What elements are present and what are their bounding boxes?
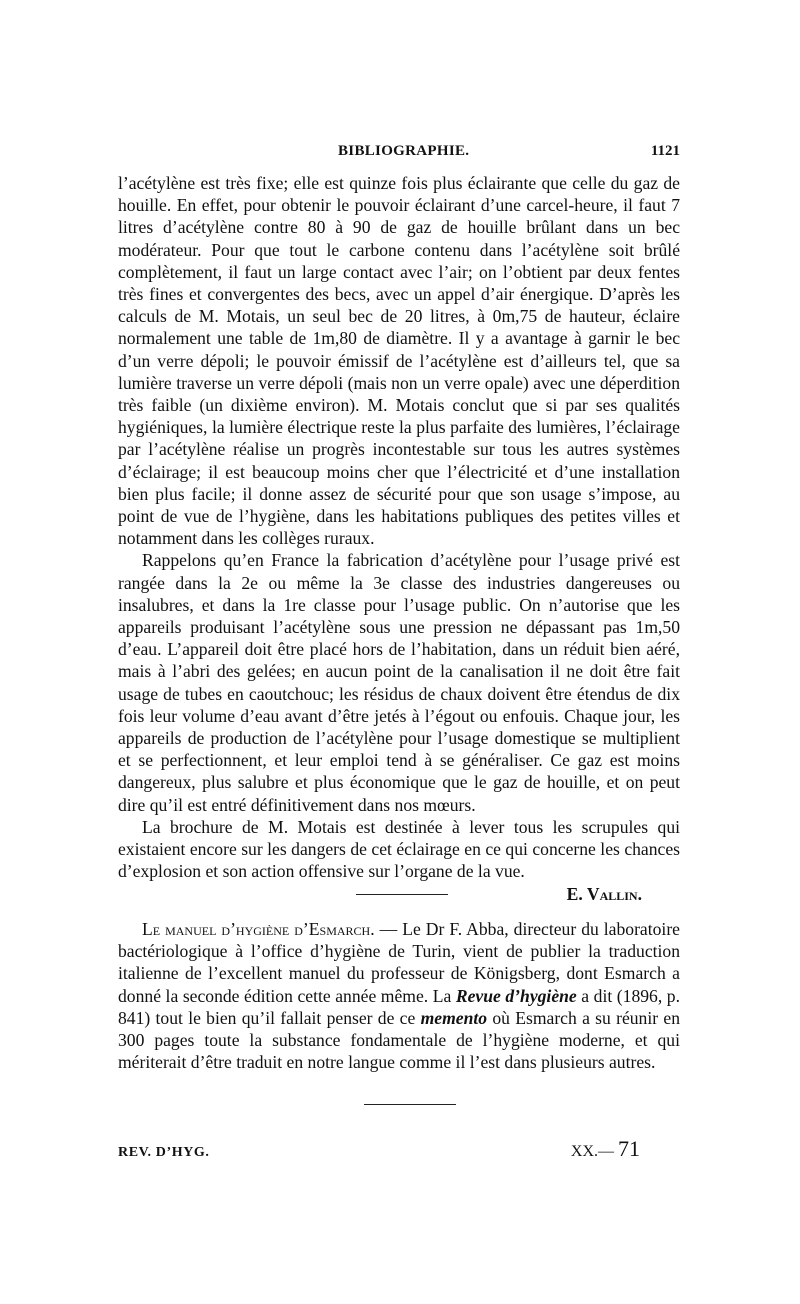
- review-esmarch: [118, 918, 680, 1073]
- paragraph-acetylene-lighting: l’acétylène est très fixe; elle est quinze fois plus éclairante que celle du gaz de houille. En effet, pour obtenir le pouvoir éclairant d’une carcel-heure, il faut 7 litres d’acétylène contre 80 à 90 de gaz de houille brûlant dans un bec modérateur. Pour que tout le carbone contenu dans l’acétylène soit brûlé complètement, il faut un large contact avec l’air; on l’obtient par deux fentes très fines et convergentes des becs, avec un appel d’air énergique. D’après les calculs de M. Motais, un seul bec de 20 litres, à 0m,75 de hauteur, éclaire normalement une table de 1m,80 de diamètre. Il y a avantage à garnir le bec d’un verre dépoli; le pouvoir émissif de l’acétylène est d’ailleurs tel, que sa lumière traverse un verre dépoli (mais non un verre opale) avec une déperdition très faible (un dixième environ). M. Motais conclut que si par ses qualités hygiéniques, la lumière électrique reste la plus parfaite des lumières, l’éclairage par l’acétylène réalise un progrès incontestable sur tous les autres systèmes d’éclairage; il est beaucoup moins cher que l’électricité et d’une installation bien plus facile; il donne assez de sécurité pour que son usage s’impose, au point de vue de l’hygiène, dans les habitations publiques des petites villes et notamment dans les collèges ruraux.: [118, 173, 680, 549]
- journal-title: Revue d’hygiène: [455, 985, 577, 1006]
- footer-volume: XX.—: [570, 1143, 614, 1160]
- review-text-part: — Le Dr F. Abba, directeur du laboratoire bactériologique à l’office d’hygiène de Turin, vient de publier la traduction italienne de l’excellent manuel du professeur de Königsberg, dont Esmarch a donné la seconde édition cette année même. La: [118, 919, 680, 1006]
- running-header: [118, 143, 680, 167]
- footer-signature-mark: [571, 1136, 640, 1162]
- article-body: [118, 172, 680, 905]
- review-text-part: où Esmarch a su réunir en 300 pages toute la substance fondamentale de l’hygiène moderne, et qui mériterait d’être traduit en notre langue comme il l’est dans plusieurs autres.: [118, 1007, 680, 1073]
- paragraph-brochure: La brochure de M. Motais est destinée à lever tous les scrupules qui existaient encore sur les dangers de cet éclairage en ce qui concerne les chances d’explosion et son action offensive sur l’organe de la vue.: [118, 816, 680, 882]
- end-divider: [364, 1104, 456, 1105]
- footer-journal: REV. D’HYG.: [118, 1145, 210, 1160]
- review-text-part: a dit (1896, p. 841) tout le bien qu’il fallait penser de ce: [118, 985, 680, 1028]
- section-divider: [356, 894, 448, 895]
- author-signature: E. Vallin.: [566, 883, 642, 904]
- running-title: BIBLIOGRAPHIE.: [338, 143, 470, 159]
- paragraph-esmarch: [118, 918, 680, 1073]
- review-heading: Le manuel d’hygiène d’Esmarch.: [142, 919, 375, 939]
- page-number: 1121: [650, 143, 680, 159]
- memento-word: memento: [420, 1007, 488, 1028]
- footer-sheet-number: 71: [618, 1136, 640, 1161]
- paragraph-regulation: Rappelons qu’en France la fabrication d’acétylène pour l’usage privé est rangée dans la 2e ou même la 3e classe des industries dangereuses ou insalubres, et dans la 1re classe pour l’usage public. On n’autorise que les appareils produisant l’acétylène sous une pression ne dépassant pas 1m,50 d’eau. L’appareil doit être placé hors de l’habitation, dans un réduit bien aéré, mais à l’abri des gelées; en aucun point de la canalisation il ne doit être fait usage de tubes en caoutchouc; les résidus de chaux doivent être étendus de dix fois leur volume d’eau avant d’être jetés à l’égout ou enfouis. Chaque jour, les appareils de production de l’acétylène pour l’usage domestique se multiplient et se perfectionnent, et leur emploi tend à se généraliser. Ce gaz est moins dangereux, plus salubre et plus économique que le gaz de houille, et on peut dire qu’il est entré définitivement dans nos mœurs.: [118, 550, 680, 815]
